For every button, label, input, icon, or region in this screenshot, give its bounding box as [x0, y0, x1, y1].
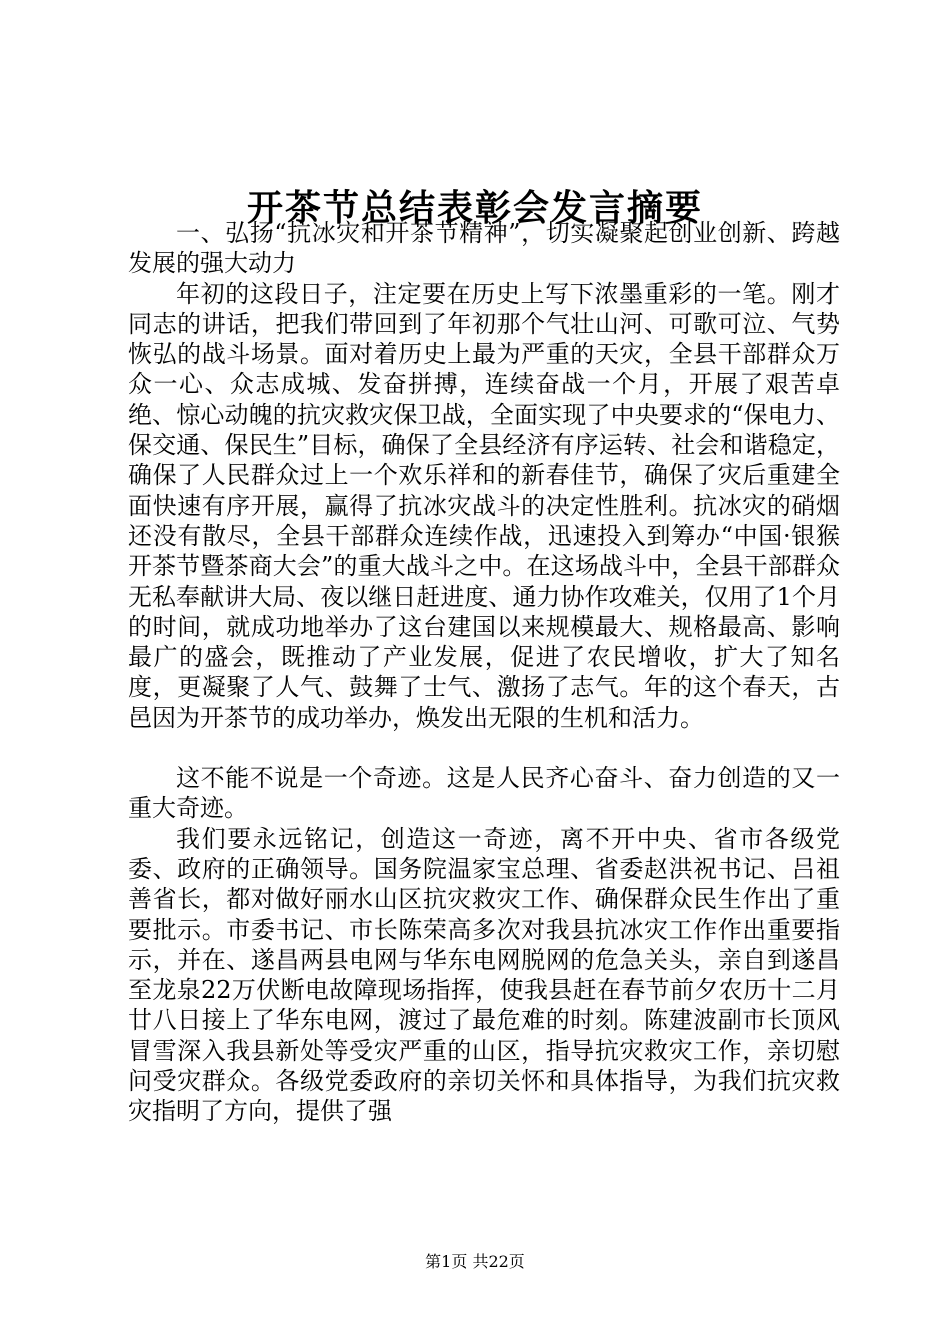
page-number: 第1页 共22页 [425, 1252, 525, 1271]
paragraph: 我们要永远铭记，创造这一奇迹，离不开中央、省市各级党委、政府的正确领导。国务院温家宝总理、省委赵洪祝书记、吕祖善省长，都对做好丽水山区抗灾救灾工作、确保群众民生作出了重要批示。市委书记、市长陈荣高多次对我县抗冰灾工作作出重要指示，并在、遂昌两县电网与华东电网脱网的危急关头，亲自到遂昌至龙泉22万伏断电故障现场指挥，使我县赶在春节前夕农历十二月廿八日接上了华东电网，渡过了最危难的时刻。陈建波副市长顶风冒雪深入我县新处等受灾严重的山区，指导抗灾救灾工作，亲切慰问受灾群众。各级党委政府的亲切关怀和具体指导，为我们抗灾救灾指明了方向，提供了强 [128, 824, 840, 1126]
document-body [128, 218, 840, 1127]
paragraph-heading: 一、弘扬“抗冰灾和开茶节精神”，切实凝聚起创业创新、跨越发展的强大动力 [128, 219, 840, 278]
paragraph: 这不能不说是一个奇迹。这是人民齐心奋斗、奋力创造的又一重大奇迹。 [128, 764, 840, 823]
document-title: 开茶节总结表彰会发言摘要 [246, 187, 703, 229]
paragraph: 年初的这段日子，注定要在历史上写下浓墨重彩的一笔。刚才同志的讲话，把我们带回到了年初那个气壮山河、可歌可泣、气势恢弘的战斗场景。面对着历史上最为严重的天灾，全县干部群众万众一心、众志成城、发奋拼搏，连续奋战一个月，开展了艰苦卓绝、惊心动魄的抗灾救灾保卫战，全面实现了中央要求的“保电力、保交通、保民生”目标，确保了全县经济有序运转、社会和谐稳定，确保了人民群众过上一个欢乐祥和的新春佳节，确保了灾后重建全面快速有序开展，赢得了抗冰灾战斗的决定性胜利。抗冰灾的硝烟还没有散尽，全县干部群众连续作战，迅速投入到筹办“中国·银猴开茶节暨茶商大会”的重大战斗之中。在这场战斗中，全县干部群众无私奉献讲大局、夜以继日赶进度、通力协作攻难关，仅用了1个月的时间，就成功地举办了这台建国以来规模最大、规格最高、影响最广的盛会，既推动了产业发展，促进了农民增收，扩大了知名度，更凝聚了人气、鼓舞了士气、激扬了志气。年的这个春天，古邑因为开茶节的成功举办，焕发出无限的生机和活力。 [128, 279, 840, 732]
